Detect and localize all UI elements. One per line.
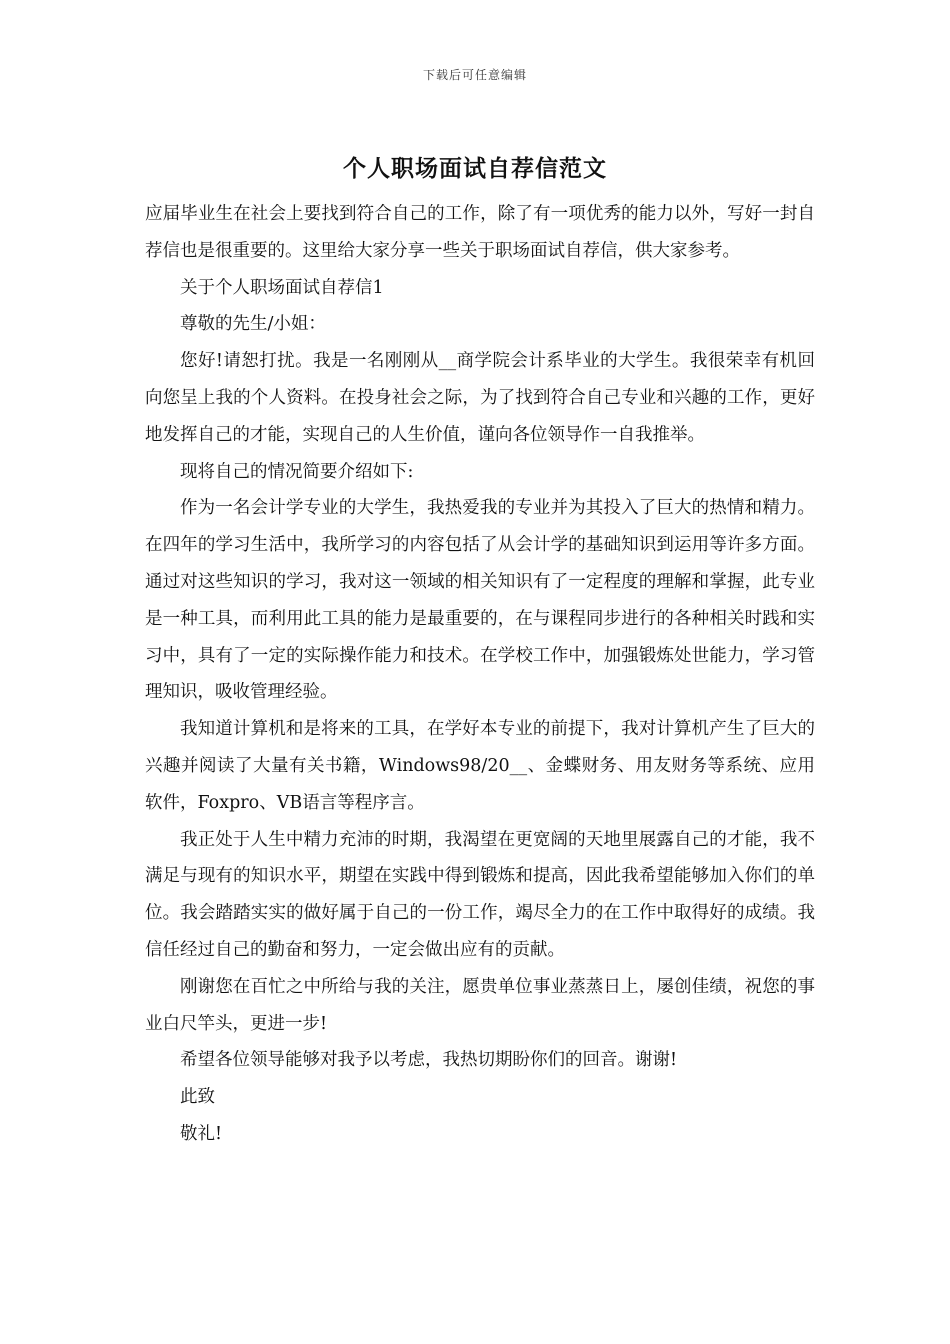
paragraph-salutation: 尊敬的先生/小姐：	[180, 314, 326, 335]
paragraph-intro-line: 现将自己的情况简要介绍如下:	[180, 461, 414, 482]
paragraph-subheading: 关于个人职场面试自荐信1	[180, 277, 384, 298]
paragraph-closing-2: 敬礼!	[180, 1123, 223, 1144]
paragraph-computer: 我知道计算机和是将来的工具，在学好本专业的前提下，我对计算机产生了巨大的兴趣并阅读了大量有关书籍，Windows98/20__、金蝶财务、用友财务等系统、应用软件，Foxpro、VB语言等程序言。	[145, 719, 815, 813]
header-note: 下载后可任意编辑	[422, 68, 527, 82]
paragraph-intro: 应届毕业生在社会上要找到符合自己的工作，除了有一项优秀的能力以外，写好一封自荐信也是很重要的。这里给大家分享一些关于职场面试自荐信，供大家参考。	[145, 204, 815, 261]
paragraph-major: 作为一名会计学专业的大学生，我热爱我的专业并为其投入了巨大的热情和精力。在四年的学习生活中，我所学习的内容包括了从会计学的基础知识到运用等许多方面。通过对这些知识的学习，我对这一领域的相关知识有了一定程度的理解和掌握，此专业是一种工具，而利用此工具的能力是最重要的，在与课程同步进行的各种相关时践和实习中，具有了一定的实际操作能力和技术。在学校工作中，加强锻炼处世能力，学习管理知识，吸收管理经验。	[145, 498, 815, 703]
paragraph-greeting: 您好!请恕打扰。我是一名刚刚从__商学院会计系毕业的大学生。我很荣幸有机回向您呈上我的个人资料。在投身社会之际，为了找到符合自己专业和兴趣的工作，更好地发挥自己的才能，实现自己的人生价值，谨向各位领导作一自我推举。	[145, 351, 815, 445]
paragraph-hope: 希望各位领导能够对我予以考虑，我热切期盼你们的回音。谢谢!	[180, 1050, 678, 1071]
document-body	[145, 196, 815, 1153]
paragraph-aspiration: 我正处于人生中精力充沛的时期，我渴望在更宽阔的天地里展露自己的才能，我不满足与现有的知识水平，期望在实践中得到锻炼和提高，因此我希望能够加入你们的单位。我会踏踏实实的做好属于自己的一份工作，竭尽全力的在工作中取得好的成绩。我信任经过自己的勤奋和努力，一定会做出应有的贡献。	[145, 829, 815, 960]
document-title: 个人职场面试自荐信范文	[343, 155, 607, 182]
paragraph-thanks: 刚谢您在百忙之中所给与我的关注，愿贵单位事业蒸蒸日上，屡创佳绩，祝您的事业白尺竿头，更进一步!	[145, 976, 815, 1034]
paragraph-closing-1: 此致	[180, 1087, 215, 1108]
